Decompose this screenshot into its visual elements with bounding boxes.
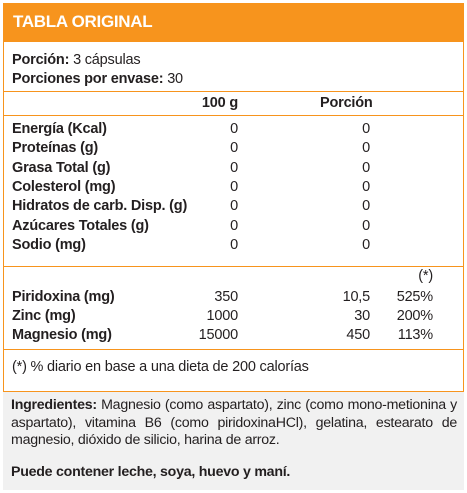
column-header-portion: Porción	[320, 95, 373, 111]
mineral-value-portion: 450	[346, 327, 370, 343]
servings-per-container-label: Porciones por envase:	[12, 71, 164, 87]
serving-size	[12, 52, 140, 68]
nutrient-value-portion: 0	[362, 140, 370, 157]
mineral-name: Zinc (mg)	[12, 308, 76, 324]
nutrient-value-100g: 0	[230, 140, 238, 157]
mineral-value-100g: 350	[214, 289, 238, 305]
nutrient-value-100g: 0	[230, 198, 238, 215]
mineral-name: Magnesio (mg)	[12, 327, 112, 343]
divider	[4, 349, 463, 350]
nutrient-name: Azúcares Totales (g)	[12, 217, 149, 234]
nutrient-value-portion: 0	[362, 178, 370, 195]
mineral-value-100g: 15000	[198, 327, 238, 343]
daily-value-marker: (*)	[418, 268, 433, 284]
nutrient-name: Sodio (mg)	[12, 236, 86, 253]
serving-size-value: 3 cápsulas	[73, 52, 141, 68]
mineral-name: Piridoxina (mg)	[12, 289, 115, 305]
nutrient-name: Grasa Total (g)	[12, 159, 111, 176]
table-header	[4, 4, 463, 42]
ingredients-list: Magnesio (como aspartato), zinc (como mono-metionina y aspartato), vitamina B6 (como piridoxinaHCl), gelatina, estearato de magnesio, dióxido de silicio, harina de arroz.	[11, 397, 457, 448]
nutrient-value-100g: 0	[230, 217, 238, 234]
nutrient-value-100g: 0	[230, 236, 238, 253]
footnote: (*) % diario en base a una dieta de 200 calorías	[12, 359, 309, 375]
ingredients-label: Ingredientes:	[11, 397, 97, 413]
ingredients-panel	[3, 392, 464, 490]
nutrient-name: Proteínas (g)	[12, 140, 99, 157]
nutrient-value-portion: 0	[362, 198, 370, 215]
nutrient-value-100g: 0	[230, 178, 238, 195]
nutrient-value-100g: 0	[230, 159, 238, 176]
divider	[4, 115, 463, 116]
servings-per-container-value: 30	[167, 71, 183, 87]
ingredients-text	[11, 397, 457, 450]
mineral-daily-value: 113%	[397, 327, 433, 343]
table-title: TABLA ORIGINAL	[13, 12, 153, 31]
mineral-daily-value: 200%	[396, 308, 433, 324]
divider	[4, 91, 463, 92]
nutrient-value-portion: 0	[362, 159, 370, 176]
nutrient-value-portion: 0	[362, 121, 370, 137]
nutrient-value-100g: 0	[230, 121, 238, 137]
column-header-100g: 100 g	[201, 95, 238, 111]
mineral-value-portion: 10,5	[342, 289, 370, 305]
nutrient-name: Hidratos de carb. Disp. (g)	[12, 198, 188, 215]
allergen-warning: Puede contener leche, soya, huevo y maní.	[11, 464, 291, 480]
divider	[4, 266, 463, 267]
serving-size-label: Porción:	[12, 52, 70, 68]
nutrient-name: Colesterol (mg)	[12, 178, 116, 195]
nutrient-value-portion: 0	[362, 236, 370, 253]
mineral-value-100g: 1000	[206, 308, 238, 324]
mineral-daily-value: 525%	[396, 289, 433, 305]
mineral-value-portion: 30	[354, 308, 370, 324]
nutrition-table	[3, 3, 464, 392]
nutrient-name: Energía (Kcal)	[12, 121, 107, 137]
nutrient-value-portion: 0	[362, 217, 370, 234]
servings-per-container	[12, 71, 183, 87]
